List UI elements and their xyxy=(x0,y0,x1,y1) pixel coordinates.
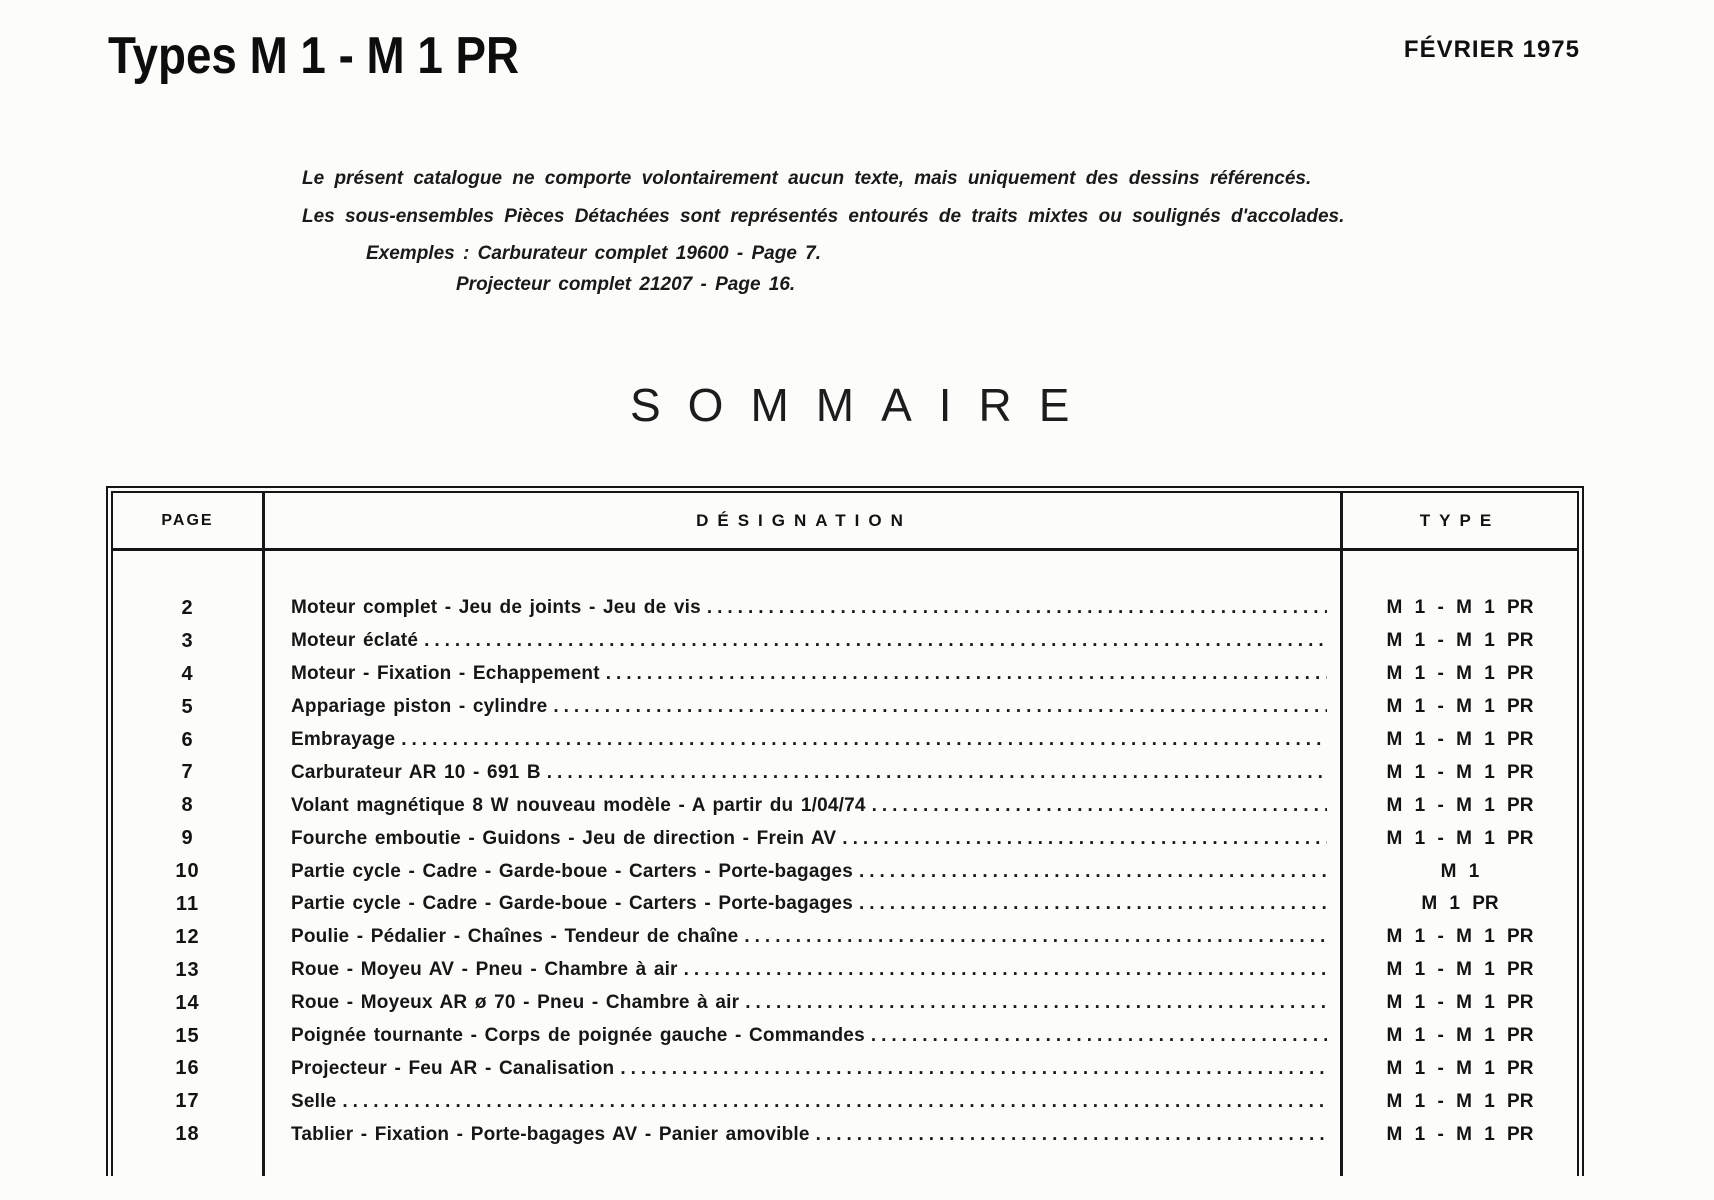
dot-leader xyxy=(707,597,1327,619)
page-title: Types M 1 - M 1 PR xyxy=(108,27,520,85)
table-row xyxy=(113,756,1577,789)
type-cell: M 1 - M 1 PR xyxy=(1386,630,1534,652)
type-cell: M 1 - M 1 PR xyxy=(1386,729,1534,750)
dot-leader xyxy=(606,663,1327,685)
table-row xyxy=(113,888,1577,921)
designation-cell xyxy=(262,1025,1343,1047)
designation-cell xyxy=(262,861,1343,883)
table-header-row xyxy=(113,493,1577,551)
designation-cell xyxy=(262,893,1343,915)
designation-text: Embrayage xyxy=(291,729,396,750)
type-cell: M 1 - M 1 PR xyxy=(1386,926,1534,948)
dot-leader xyxy=(859,893,1327,915)
designation-text: Moteur - Fixation - Echappement xyxy=(291,663,600,685)
page-number-cell: 16 xyxy=(175,1057,200,1080)
type-cell: M 1 - M 1 PR xyxy=(1386,696,1534,718)
designation-cell xyxy=(262,828,1343,850)
designation-text: Carburateur AR 10 - 691 B xyxy=(291,761,541,783)
type-cell: M 1 - M 1 PR xyxy=(1386,959,1534,981)
dot-leader xyxy=(859,861,1327,883)
table-row xyxy=(113,625,1577,658)
designation-text: Partie cycle - Cadre - Garde-boue - Carters - Porte-bagages xyxy=(291,860,853,882)
type-cell: M 1 - M 1 PR xyxy=(1386,597,1534,619)
table-row xyxy=(113,987,1577,1020)
table-row xyxy=(113,1052,1577,1085)
type-cell: M 1 - M 1 PR xyxy=(1386,827,1534,849)
designation-cell xyxy=(262,729,1343,751)
table-row xyxy=(113,724,1577,757)
designation-text: Projecteur - Feu AR - Canalisation xyxy=(291,1057,615,1079)
designation-cell xyxy=(262,762,1343,784)
page-number-cell: 2 xyxy=(181,596,194,619)
page-number-cell: 12 xyxy=(175,925,200,948)
dot-leader xyxy=(745,992,1327,1014)
page-number-cell: 9 xyxy=(181,827,194,850)
page-number-cell: 15 xyxy=(175,1024,200,1047)
type-cell: M 1 - M 1 PR xyxy=(1386,992,1534,1014)
page-number-cell: 17 xyxy=(175,1090,200,1113)
intro-line-2: Les sous-ensembles Pièces Détachées sont représentés entourés de traits mixtes ou soulignés d'accolades. xyxy=(302,206,1345,227)
dot-leader xyxy=(744,926,1327,948)
column-header-type: TYPE xyxy=(1419,510,1501,530)
dot-leader xyxy=(871,1025,1327,1047)
designation-cell xyxy=(262,1058,1343,1080)
table-body xyxy=(113,551,1577,1151)
table-row xyxy=(113,658,1577,691)
column-header-page: PAGE xyxy=(161,511,214,529)
date-label: FÉVRIER 1975 xyxy=(1403,36,1580,63)
summary-table xyxy=(106,486,1584,1176)
page-number-cell: 14 xyxy=(175,991,200,1014)
page-number-cell: 18 xyxy=(175,1123,200,1146)
table-row xyxy=(113,1020,1577,1053)
designation-text: Partie cycle - Cadre - Garde-boue - Carters - Porte-bagages xyxy=(291,893,853,915)
column-divider-page xyxy=(262,493,265,1176)
designation-cell xyxy=(262,1091,1343,1113)
designation-text: Roue - Moyeu AV - Pneu - Chambre à air xyxy=(291,959,678,981)
table-row xyxy=(113,1085,1577,1118)
page-number-cell: 13 xyxy=(175,958,200,981)
dot-leader xyxy=(684,959,1327,981)
designation-text: Poignée tournante - Corps de poignée gauche - Commandes xyxy=(291,1025,865,1047)
dot-leader xyxy=(872,795,1327,817)
type-cell: M 1 - M 1 PR xyxy=(1386,761,1534,783)
column-header-designation: DÉSIGNATION xyxy=(696,510,912,530)
table-row xyxy=(113,855,1577,888)
type-cell: M 1 xyxy=(1440,860,1480,882)
page-number-cell: 5 xyxy=(181,695,194,718)
sommaire-heading: SOMMAIRE xyxy=(630,379,1097,431)
type-cell: M 1 PR xyxy=(1421,893,1499,915)
designation-text: Appariage piston - cylindre xyxy=(291,696,548,718)
table-row xyxy=(113,921,1577,954)
designation-cell xyxy=(262,663,1343,685)
type-cell: M 1 - M 1 PR xyxy=(1386,663,1534,685)
type-cell: M 1 - M 1 PR xyxy=(1386,1025,1534,1047)
designation-text: Moteur complet - Jeu de joints - Jeu de vis xyxy=(291,597,701,619)
dot-leader xyxy=(816,1124,1327,1146)
designation-cell xyxy=(262,696,1343,718)
designation-cell xyxy=(262,630,1343,652)
page-number-cell: 11 xyxy=(175,892,200,915)
dot-leader xyxy=(547,762,1327,784)
dot-leader xyxy=(342,1091,1327,1113)
intro-line-1: Le présent catalogue ne comporte volontairement aucun texte, mais uniquement des dessins référencés. xyxy=(302,168,1312,189)
type-cell: M 1 - M 1 PR xyxy=(1386,794,1534,816)
table-row xyxy=(113,789,1577,822)
designation-cell xyxy=(262,597,1343,619)
type-cell: M 1 - M 1 PR xyxy=(1386,1090,1534,1112)
table-row xyxy=(113,954,1577,987)
column-divider-type xyxy=(1340,493,1343,1176)
page-number-cell: 8 xyxy=(181,794,194,817)
designation-text: Tablier - Fixation - Porte-bagages AV - Panier amovible xyxy=(291,1123,810,1145)
designation-cell xyxy=(262,926,1343,948)
page-number-cell: 6 xyxy=(181,728,194,751)
page-number-cell: 7 xyxy=(181,761,194,784)
table-row xyxy=(113,822,1577,855)
page-number-cell: 4 xyxy=(181,662,194,685)
table-row xyxy=(113,691,1577,724)
intro-example-1: Exemples : Carburateur complet 19600 - Page 7. xyxy=(366,243,822,264)
table-row xyxy=(113,592,1577,625)
designation-cell xyxy=(262,795,1343,817)
dot-leader xyxy=(842,828,1327,850)
designation-text: Selle xyxy=(291,1090,337,1112)
designation-text: Roue - Moyeux AR ø 70 - Pneu - Chambre à air xyxy=(291,992,740,1014)
designation-cell xyxy=(262,1124,1343,1146)
designation-cell xyxy=(262,959,1343,981)
dot-leader xyxy=(401,729,1327,751)
designation-text: Poulie - Pédalier - Chaînes - Tendeur de chaîne xyxy=(291,926,739,948)
dot-leader xyxy=(620,1058,1327,1080)
designation-text: Volant magnétique 8 W nouveau modèle - A partir du 1/04/74 xyxy=(291,794,866,816)
designation-cell xyxy=(262,992,1343,1014)
designation-text: Moteur éclaté xyxy=(291,630,419,652)
page-number-cell: 10 xyxy=(175,860,200,883)
dot-leader xyxy=(424,630,1327,652)
type-cell: M 1 - M 1 PR xyxy=(1386,1123,1534,1145)
page-number-cell: 3 xyxy=(181,629,194,652)
dot-leader xyxy=(553,696,1327,718)
designation-text: Fourche emboutie - Guidons - Jeu de direction - Frein AV xyxy=(291,827,837,849)
table-row xyxy=(113,1118,1577,1151)
type-cell: M 1 - M 1 PR xyxy=(1386,1057,1534,1079)
intro-example-2: Projecteur complet 21207 - Page 16. xyxy=(456,274,796,295)
